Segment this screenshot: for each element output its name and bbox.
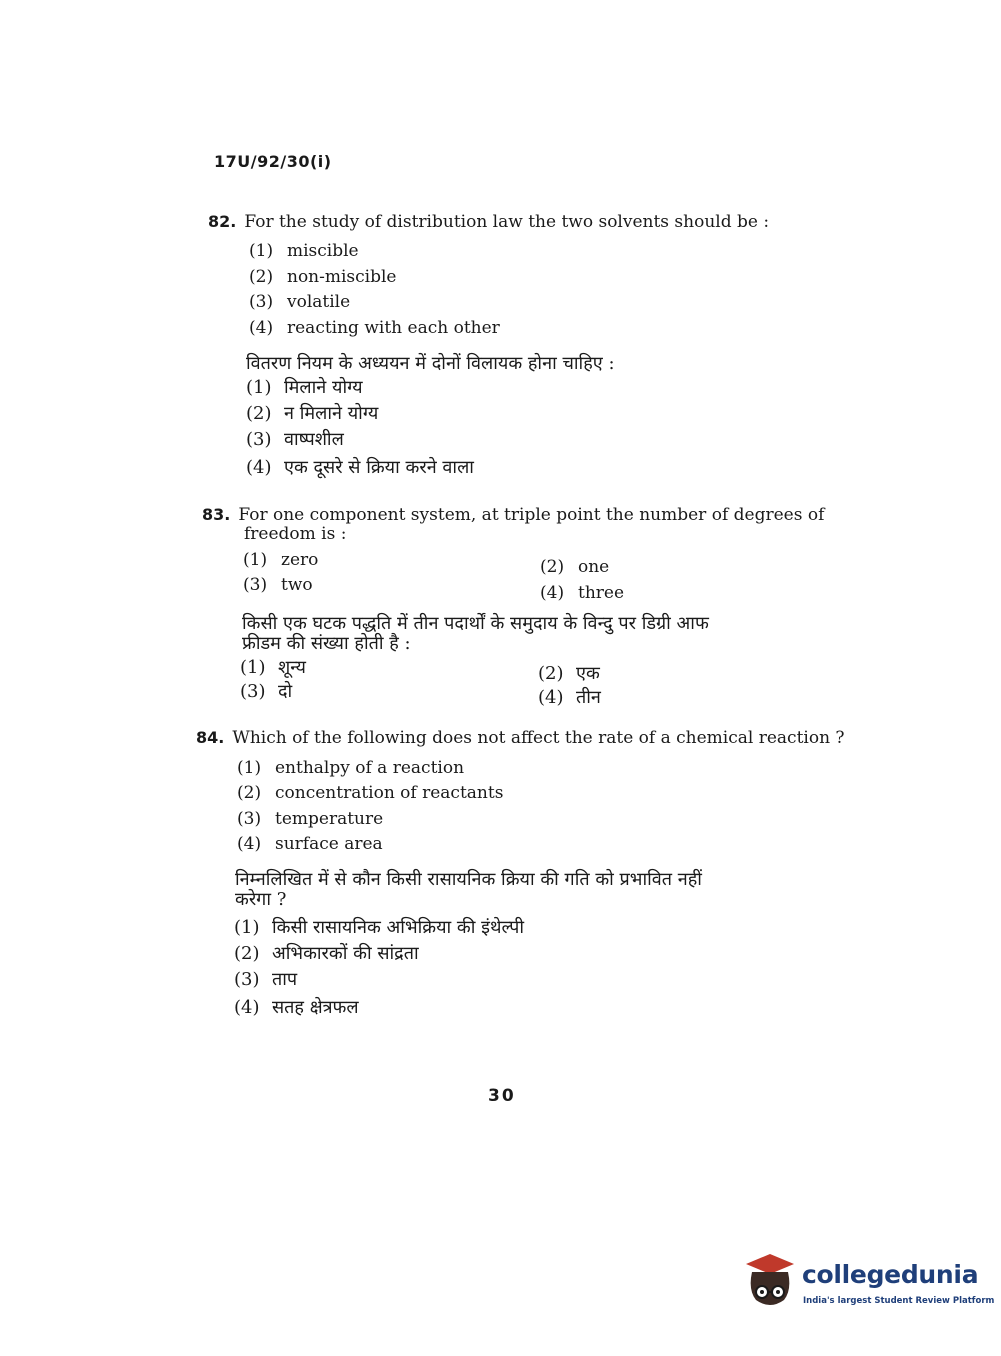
- mascot-icon: [740, 1250, 800, 1314]
- question-text-en: [202, 505, 824, 525]
- question-text-hi-1: किसी एक घटक पद्धति में तीन पदार्थों के समुदाय के विन्दु पर डिग्री आफ: [242, 613, 709, 634]
- question-text-en: [196, 728, 845, 748]
- option-hi-1: (1) मिलाने योग्य: [246, 377, 363, 398]
- question-stem: Which of the following does not affect the rate of a chemical reaction ?: [232, 728, 845, 748]
- option-en-1: (1) enthalpy of a reaction: [237, 758, 465, 778]
- logo-tagline: India's largest Student Review Platform: [803, 1296, 995, 1306]
- option-en-1: (1) miscible: [249, 241, 359, 261]
- option-hi-2: (2) एक: [538, 663, 600, 684]
- page-number: 30: [488, 1086, 516, 1106]
- option-en-3: (3) two: [243, 575, 313, 595]
- question-text-hi-2: फ्रीडम की संख्या होती है :: [242, 633, 411, 654]
- option-hi-4: (4) एक दूसरे से क्रिया करने वाला: [246, 457, 474, 478]
- question-text-hi-2: करेगा ?: [235, 889, 287, 910]
- option-hi-4: (4) तीन: [538, 687, 601, 708]
- option-hi-1: (1) शून्य: [240, 657, 306, 678]
- question-stem: For one component system, at triple point the number of degrees of: [238, 505, 825, 525]
- option-en-2: (2) concentration of reactants: [237, 783, 504, 803]
- option-hi-3: (3) दो: [240, 681, 293, 702]
- option-en-1: (1) zero: [243, 550, 319, 570]
- question-84: [196, 728, 845, 748]
- option-en-3: (3) temperature: [237, 809, 384, 829]
- option-hi-1: (1) किसी रासायनिक अभिक्रिया की इंथेल्पी: [234, 917, 525, 938]
- question-stem: For the study of distribution law the two solvents should be :: [244, 212, 770, 232]
- option-en-2: (2) one: [540, 557, 610, 577]
- option-en-2: (2) non-miscible: [249, 267, 397, 287]
- question-text-en-cont: freedom is :: [244, 524, 347, 544]
- option-hi-2: (2) अभिकारकों की सांद्रता: [234, 943, 419, 964]
- collegedunia-logo: [740, 1250, 995, 1320]
- option-en-4: (4) reacting with each other: [249, 318, 500, 338]
- option-en-3: (3) volatile: [249, 292, 351, 312]
- option-en-4: (4) three: [540, 583, 625, 603]
- option-en-4: (4) surface area: [237, 834, 383, 854]
- question-number: 82.: [208, 212, 237, 231]
- question-text-hi-1: निम्नलिखित में से कौन किसी रासायनिक क्रिया की गति को प्रभावित नहीं: [235, 869, 702, 890]
- question-83: [202, 505, 824, 543]
- logo-wordmark: collegedunia: [802, 1260, 979, 1289]
- option-hi-3: (3) ताप: [234, 969, 298, 990]
- option-hi-2: (2) न मिलाने योग्य: [246, 403, 379, 424]
- option-hi-4: (4) सतह क्षेत्रफल: [234, 997, 359, 1018]
- question-text-hi: वितरण नियम के अध्ययन में दोनों विलायक होना चाहिए :: [246, 353, 615, 374]
- question-number: 84.: [196, 728, 225, 747]
- option-hi-3: (3) वाष्पशील: [246, 429, 344, 450]
- question-number: 83.: [202, 505, 231, 524]
- question-82: [208, 212, 769, 232]
- question-text-en: [208, 212, 769, 232]
- paper-code: 17U/92/30(i): [214, 152, 332, 171]
